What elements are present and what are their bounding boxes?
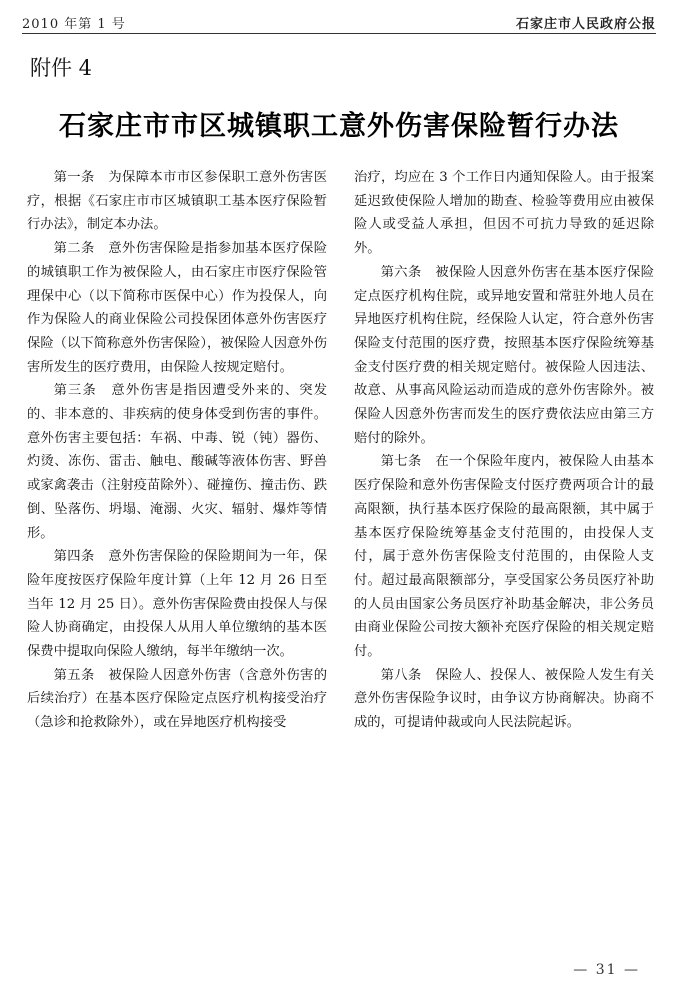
attachment-label: 附件 4 [30,56,93,80]
header-divider [22,33,656,34]
right-column [354,166,654,735]
page-header [22,10,656,32]
article-3: 第三条 意外伤害是指因遭受外来的、突发的、非本意的、非疾病的使身体受到伤害的事件。意外伤害主要包括：车祸、中毒、锐（钝）器伤、灼烫、冻伤、雷击、触电、酸碱等液体伤害、野兽或家禽袭击（注射疫苗除外）、碰撞伤、撞击伤、跌倒、坠落伤、坍塌、淹溺、火灾、辐射、爆炸等情形。 [27,383,327,541]
article-7: 第七条 在一个保险年度内，被保险人由基本医疗保险和意外伤害保险支付医疗费两项合计的最高限额，执行基本医疗保险的最高限额，其中属于基本医疗保险统筹基金支付范围的，由投保人支付，属于意外伤害保险支付范围的，由保险人支付。超过最高限额部分，享受国家公务员医疗补助的人员由国家公务员医疗补助基金解决，非公务员由商业保险公司按大额补充医疗保险的相关规定赔付。 [354,454,654,660]
article-4: 第四条 意外伤害保险的保险期间为一年，保险年度按医疗保险年度计算（上年 12 月 26 日至当年 12 月 25 日）。意外伤害保险费由投保人与保险人协商确定，由投保人从用人单位缴纳的基本医保费中提取向保险人缴纳，每半年缴纳一次。 [27,549,327,660]
document-title: 石家庄市市区城镇职工意外伤害保险暂行办法 [59,111,619,142]
article-2: 第二条 意外伤害保险是指参加基本医疗保险的城镇职工作为被保险人，由石家庄市医疗保险管理保中心（以下简称市医保中心）作为投保人，向作为保险人的商业保险公司投保团体意外伤害医疗保险（以下简称意外伤害保险），被保险人因意外伤害所发生的医疗费用，由保险人按规定赔付。 [27,241,327,375]
left-column [27,166,327,735]
article-8: 第八条 保险人、投保人、被保险人发生有关意外伤害保险争议时，由争议方协商解决。协商不成的，可提请仲裁或向人民法院起诉。 [354,667,654,731]
article-5-continued: 治疗，均应在 3 个工作日内通知保险人。由于报案延迟致使保险人增加的勘查、检验等费用应由被保险人或受益人承担，但因不可抗力导致的延迟除外。 [354,170,654,257]
page-number: — 31 — [573,962,640,978]
publication-name: 石家庄市人民政府公报 [515,17,656,32]
article-1: 第一条 为保障本市市区参保职工意外伤害医疗，根据《石家庄市市区城镇职工基本医疗保险暂行办法》，制定本办法。 [27,170,327,233]
issue-number: 2010 年第 1 号 [22,17,126,32]
article-5: 第五条 被保险人因意外伤害（含意外伤害的后续治疗）在基本医疗保险定点医疗机构接受治疗（急诊和抢救除外），或在异地医疗机构接受 [27,667,327,731]
article-6: 第六条 被保险人因意外伤害在基本医疗保险定点医疗机构住院，或异地安置和常驻外地人员在异地医疗机构住院，经保险人认定，符合意外伤害保险支付范围的医疗费，按照基本医疗保险统筹基金支付医疗费的相关规定赔付。被保险人因违法、故意、从事高风险运动而造成的意外伤害除外。被保险人因意外伤害而发生的医疗费依法应由第三方赔付的除外。 [354,264,654,446]
